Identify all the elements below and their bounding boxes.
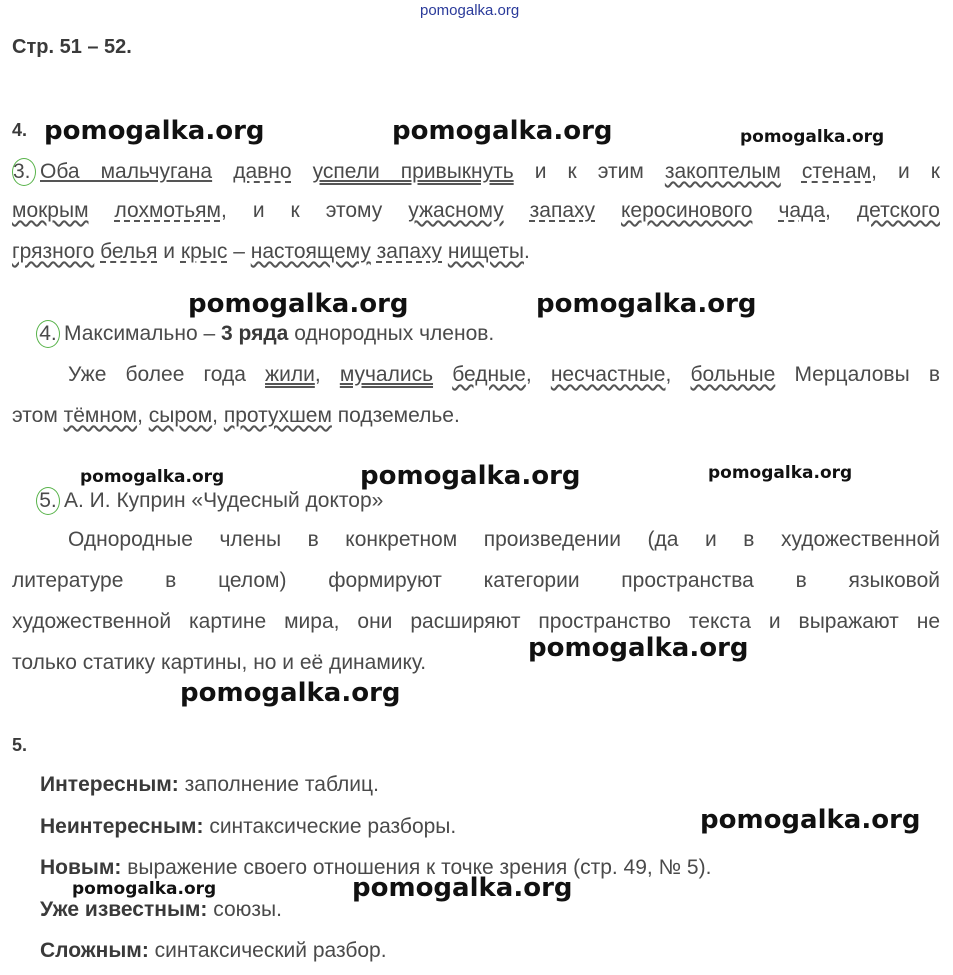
text: . bbox=[523, 240, 530, 263]
reflection-row bbox=[40, 898, 282, 922]
text: и к этим bbox=[534, 160, 644, 183]
predicate: жили bbox=[265, 363, 315, 386]
object: белья bbox=[100, 240, 158, 263]
adverbial: давно bbox=[233, 160, 292, 183]
item-number-circle: 3. bbox=[12, 158, 36, 186]
watermark: pomogalka.org bbox=[700, 805, 921, 835]
item5-line1: Однородные члены в конкретном произведении (да и в художественной bbox=[68, 528, 940, 551]
attribute: бедные bbox=[452, 363, 526, 386]
object: стенам bbox=[801, 160, 872, 183]
text: – bbox=[233, 240, 245, 263]
bold-text: 3 ряда bbox=[221, 322, 289, 345]
attribute: керосинового bbox=[621, 199, 753, 222]
attribute: несчастные bbox=[550, 363, 666, 386]
row-label: Новым: bbox=[40, 856, 122, 879]
row-label: Сложным: bbox=[40, 939, 149, 962]
text: , bbox=[314, 363, 321, 386]
watermark: pomogalka.org bbox=[188, 289, 409, 319]
reflection-row bbox=[40, 939, 387, 963]
row-text: выражение своего отношения к точке зрения (стр. 49, № 5). bbox=[127, 856, 712, 879]
object: крыс bbox=[180, 240, 228, 263]
text: , bbox=[212, 404, 218, 427]
predicate: успели привыкнуть bbox=[312, 160, 514, 183]
text: , и к bbox=[871, 160, 940, 183]
subject: Оба мальчугана bbox=[40, 160, 213, 183]
attribute: больные bbox=[690, 363, 776, 386]
row-label: Интересным: bbox=[40, 773, 179, 796]
text: однородных членов. bbox=[294, 322, 495, 345]
object: запаху bbox=[529, 199, 595, 222]
text: , bbox=[525, 363, 532, 386]
watermark: pomogalka.org bbox=[528, 633, 749, 663]
object: лохмотьям bbox=[114, 199, 221, 222]
watermark: pomogalka.org bbox=[708, 463, 853, 483]
attribute: настоящему bbox=[250, 240, 371, 263]
item5-heading bbox=[36, 487, 383, 515]
item3-line2 bbox=[12, 199, 940, 223]
watermark: pomogalka.org bbox=[44, 116, 265, 146]
row-text: синтаксические разборы. bbox=[209, 815, 457, 838]
row-label: Неинтересным: bbox=[40, 815, 204, 838]
text: подземелье. bbox=[337, 404, 460, 427]
site-watermark: pomogalka.org bbox=[420, 2, 520, 19]
row-text: заполнение таблиц. bbox=[184, 773, 379, 796]
item-number-circle: 4. bbox=[36, 320, 60, 348]
item3-line1 bbox=[12, 158, 940, 186]
title: А. И. Куприн «Чудесный доктор» bbox=[64, 489, 384, 512]
attribute: нищеты bbox=[447, 240, 524, 263]
item5-line4: только статику картины, но и её динамику. bbox=[12, 651, 427, 674]
predicate: мучались bbox=[339, 363, 434, 386]
watermark: pomogalka.org bbox=[360, 461, 581, 491]
row-label: Уже известным: bbox=[40, 898, 208, 921]
object: запаху bbox=[376, 240, 443, 263]
reflection-row bbox=[40, 815, 456, 839]
text: , и к этому bbox=[220, 199, 383, 222]
watermark: pomogalka.org bbox=[72, 879, 217, 899]
attribute: мокрым bbox=[12, 199, 89, 222]
task-number: 5. bbox=[12, 735, 28, 755]
item3-line3 bbox=[12, 240, 530, 264]
attribute: сыром bbox=[148, 404, 213, 427]
item-number-circle: 5. bbox=[36, 487, 60, 515]
text: Мерцаловы в bbox=[794, 363, 940, 386]
item5-line3: художественной картине мира, они расширяют пространство текста и выражают не bbox=[12, 610, 940, 633]
task-number: 4. bbox=[12, 120, 28, 140]
attribute: протухшем bbox=[223, 404, 332, 427]
page-reference: Стр. 51 – 52. bbox=[12, 36, 132, 58]
item4-line1 bbox=[68, 363, 940, 387]
watermark: pomogalka.org bbox=[180, 678, 401, 708]
watermark: pomogalka.org bbox=[392, 116, 613, 146]
attribute: тёмном bbox=[63, 404, 138, 427]
text: этом bbox=[12, 404, 58, 427]
object: чада bbox=[778, 199, 826, 222]
watermark: pomogalka.org bbox=[352, 873, 573, 903]
text: , bbox=[665, 363, 672, 386]
watermark: pomogalka.org bbox=[536, 289, 757, 319]
text: и bbox=[163, 240, 176, 263]
watermark: pomogalka.org bbox=[80, 467, 225, 487]
text: , bbox=[137, 404, 143, 427]
reflection-row bbox=[40, 773, 379, 797]
item4-heading bbox=[36, 320, 494, 348]
text: Максимально – bbox=[64, 322, 216, 345]
attribute: грязного bbox=[12, 240, 95, 263]
attribute: ужасному bbox=[408, 199, 504, 222]
item4-line2 bbox=[12, 404, 460, 428]
text: Уже более года bbox=[68, 363, 246, 386]
attribute: закоптелым bbox=[664, 160, 781, 183]
row-text: союзы. bbox=[213, 898, 282, 921]
item5-line2: литературе в целом) формируют категории пространства в языковой bbox=[12, 569, 940, 592]
attribute: детского bbox=[856, 199, 940, 222]
watermark: pomogalka.org bbox=[740, 127, 885, 147]
row-text: синтаксический разбор. bbox=[154, 939, 387, 962]
text: , bbox=[825, 199, 831, 222]
